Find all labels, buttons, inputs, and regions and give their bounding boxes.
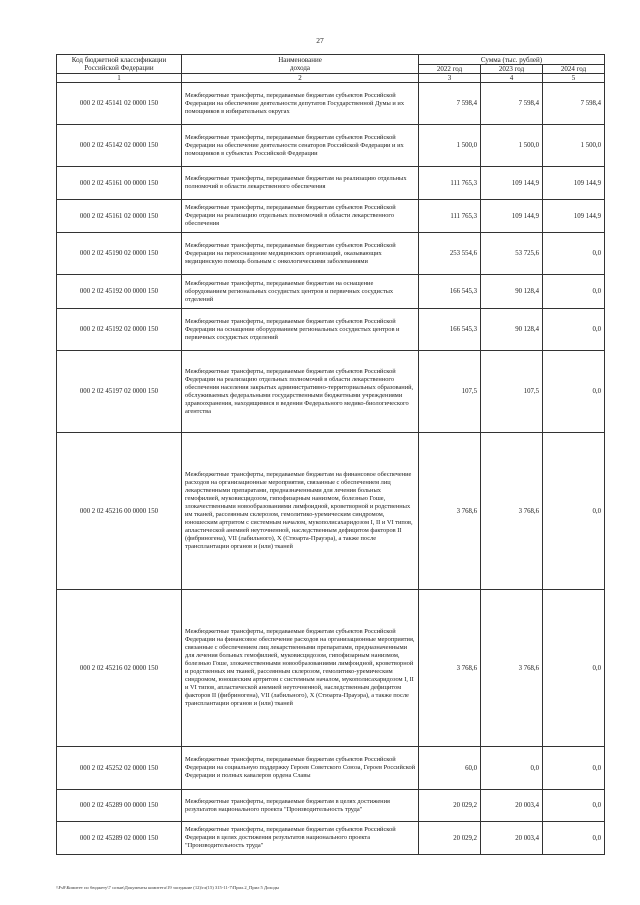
amount-2024: 0,0	[543, 822, 605, 855]
table-row	[57, 590, 605, 747]
table-row	[57, 351, 605, 433]
amount-2024: 7 598,4	[543, 83, 605, 125]
amount-2023: 109 144,9	[481, 167, 543, 200]
amount-2023: 1 500,0	[481, 125, 543, 167]
revenue-name: Межбюджетные трансферты, передаваемые бюджетам на оснащение оборудованием региональных сосудистых центров и первичных сосудистых отделений	[182, 275, 419, 309]
budget-code: 000 2 02 45216 02 0000 150	[57, 590, 182, 747]
amount-2022: 3 768,6	[419, 433, 481, 590]
amount-2024: 109 144,9	[543, 200, 605, 233]
budget-code: 000 2 02 45289 02 0000 150	[57, 822, 182, 855]
budget-code: 000 2 02 45190 02 0000 150	[57, 233, 182, 275]
budget-code: 000 2 02 45252 02 0000 150	[57, 747, 182, 790]
revenue-name: Межбюджетные трансферты, передаваемые бюджетам субъектов Российской Федерации в целях достижения результатов национального проекта "Производительность труда"	[182, 822, 419, 855]
revenue-name: Межбюджетные трансферты, передаваемые бюджетам на финансовое обеспечение расходов на организационные мероприятия, связанные с обеспечением лиц лекарственными препаратами, предназначенными для лечения больных гемофилией, муковисцидозом, гипофизарным нанизмом, болезнью Гоше, злокачественными новообразованиями лимфоидной, кроветворной и родственных им тканей, рассеянным склерозом, гемолитико-уремическим синдромом, юношеским артритом с системным началом, мукополисахаридозом I, II и VI типов, апластической анемией неуточненной, наследственным дефицитом факторов II (фибриногена), VII (лабильного), X (Стюарта-Прауэра), а также после трансплантации органов и (или) тканей	[182, 433, 419, 590]
table-body	[57, 83, 605, 855]
table-row	[57, 233, 605, 275]
revenue-name: Межбюджетные трансферты, передаваемые бюджетам субъектов Российской Федерации на оснащение оборудованием региональных сосудистых центров и первичных сосудистых отделений	[182, 309, 419, 351]
code-column-header: Код бюджетной классификации Российской Федерации	[57, 55, 182, 74]
budget-code: 000 2 02 45161 00 0000 150	[57, 167, 182, 200]
amount-2024: 109 144,9	[543, 167, 605, 200]
table-row	[57, 433, 605, 590]
amount-2024: 0,0	[543, 351, 605, 433]
budget-code: 000 2 02 45192 00 0000 150	[57, 275, 182, 309]
year-2024-header: 2024 год	[543, 65, 605, 74]
revenue-name: Межбюджетные трансферты, передаваемые бюджетам субъектов Российской Федерации на финансовое обеспечение расходов на организационные мероприятия, связанные с обеспечением лиц лекарственными препаратами, предназначенными для лечения больных гемофилией, муковисцидозом, гипофизарным нанизмом, болезнью Гоше, злокачественными новообразованиями лимфоидной, кроветворной и родственных им тканей, рассеянным склерозом, гемолитико-уремическим синдромом, юношеским артритом с системным началом, мукополисахаридозом I, II и VI типов, апластической анемией неуточненной, наследственным дефицитом факторов II (фибриногена), VII (лабильного), X (Стюарта-Прауэра), а также после трансплантации органов и (или) тканей	[182, 590, 419, 747]
amount-2022: 111 765,3	[419, 200, 481, 233]
budget-code: 000 2 02 45289 00 0000 150	[57, 790, 182, 822]
revenue-table	[56, 54, 605, 855]
amount-2023: 109 144,9	[481, 200, 543, 233]
budget-code: 000 2 02 45141 02 0000 150	[57, 83, 182, 125]
amount-2022: 111 765,3	[419, 167, 481, 200]
revenue-name: Межбюджетные трансферты, передаваемые бюджетам субъектов Российской Федерации на переоснащение медицинских организаций, оказывающих медицинскую помощь больным с онкологическими заболеваниями	[182, 233, 419, 275]
revenue-name: Межбюджетные трансферты, передаваемые бюджетам субъектов Российской Федерации на обеспечение деятельности сенаторов Российской Федерации и их помощников в субъектах Российской Федерации	[182, 125, 419, 167]
table-row	[57, 200, 605, 233]
budget-code: 000 2 02 45192 02 0000 150	[57, 309, 182, 351]
amount-2022: 20 029,2	[419, 790, 481, 822]
column-number: 3	[419, 74, 481, 83]
budget-code: 000 2 02 45161 02 0000 150	[57, 200, 182, 233]
column-number: 1	[57, 74, 182, 83]
column-number: 4	[481, 74, 543, 83]
amount-2024: 0,0	[543, 590, 605, 747]
amount-2022: 1 500,0	[419, 125, 481, 167]
amount-2022: 7 598,4	[419, 83, 481, 125]
table-row	[57, 83, 605, 125]
amount-2023: 0,0	[481, 747, 543, 790]
amount-2022: 166 545,3	[419, 275, 481, 309]
amount-2022: 3 768,6	[419, 590, 481, 747]
amount-2023: 90 128,4	[481, 309, 543, 351]
revenue-name: Межбюджетные трансферты, передаваемые бюджетам субъектов Российской Федерации на реализацию отдельных полномочий в области лекарственного обеспечения населения закрытых административно-территориальных образований, обслуживаемых федеральными государственными бюджетными учреждениями здравоохранения, находящимися в ведении Федерального медико-биологического агентства	[182, 351, 419, 433]
amount-2023: 20 003,4	[481, 790, 543, 822]
name-column-header: Наименование дохода	[182, 55, 419, 74]
budget-code: 000 2 02 45216 00 0000 150	[57, 433, 182, 590]
amount-2023: 107,5	[481, 351, 543, 433]
amount-2023: 20 003,4	[481, 822, 543, 855]
amount-2022: 20 029,2	[419, 822, 481, 855]
amount-2022: 60,0	[419, 747, 481, 790]
amount-2024: 0,0	[543, 790, 605, 822]
amount-2023: 3 768,6	[481, 433, 543, 590]
table-row	[57, 275, 605, 309]
amount-2024: 0,0	[543, 747, 605, 790]
revenue-name: Межбюджетные трансферты, передаваемые бюджетам субъектов Российской Федерации на социальную поддержку Героев Советского Союза, Героев Российской Федерации и полных кавалеров ордена Славы	[182, 747, 419, 790]
amount-2023: 7 598,4	[481, 83, 543, 125]
sum-column-header: Сумма (тыс. рублей)	[419, 55, 605, 65]
file-path-footer: \\Fs8\Комитет по бюджету\7 созыв\Документы комитета\19 заседание (12)\гл(15) 315-11-7\Прил.2_Прил 5 Доходы	[56, 885, 279, 890]
year-2022-header: 2022 год	[419, 65, 481, 74]
table-header	[57, 55, 605, 83]
revenue-name: Межбюджетные трансферты, передаваемые бюджетам субъектов Российской Федерации на реализацию отдельных полномочий в области лекарственного обеспечения	[182, 200, 419, 233]
budget-code: 000 2 02 45197 02 0000 150	[57, 351, 182, 433]
table-row	[57, 747, 605, 790]
amount-2023: 53 725,6	[481, 233, 543, 275]
table-row	[57, 125, 605, 167]
amount-2023: 90 128,4	[481, 275, 543, 309]
budget-code: 000 2 02 45142 02 0000 150	[57, 125, 182, 167]
amount-2022: 166 545,3	[419, 309, 481, 351]
column-number: 2	[182, 74, 419, 83]
amount-2024: 0,0	[543, 275, 605, 309]
year-2023-header: 2023 год	[481, 65, 543, 74]
amount-2024: 0,0	[543, 309, 605, 351]
column-number: 5	[543, 74, 605, 83]
amount-2023: 3 768,6	[481, 590, 543, 747]
amount-2024: 0,0	[543, 433, 605, 590]
page-number: 27	[316, 36, 324, 45]
table-row	[57, 790, 605, 822]
table-row	[57, 822, 605, 855]
amount-2024: 1 500,0	[543, 125, 605, 167]
revenue-name: Межбюджетные трансферты, передаваемые бюджетам на реализацию отдельных полномочий в области лекарственного обеспечения	[182, 167, 419, 200]
revenue-name: Межбюджетные трансферты, передаваемые бюджетам субъектов Российской Федерации на обеспечение деятельности депутатов Государственной Думы и их помощников в избирательных округах	[182, 83, 419, 125]
amount-2022: 253 554,6	[419, 233, 481, 275]
table-row	[57, 167, 605, 200]
revenue-name: Межбюджетные трансферты, передаваемые бюджетам в целях достижения результатов национального проекта "Производительность труда"	[182, 790, 419, 822]
table-row	[57, 309, 605, 351]
amount-2024: 0,0	[543, 233, 605, 275]
amount-2022: 107,5	[419, 351, 481, 433]
